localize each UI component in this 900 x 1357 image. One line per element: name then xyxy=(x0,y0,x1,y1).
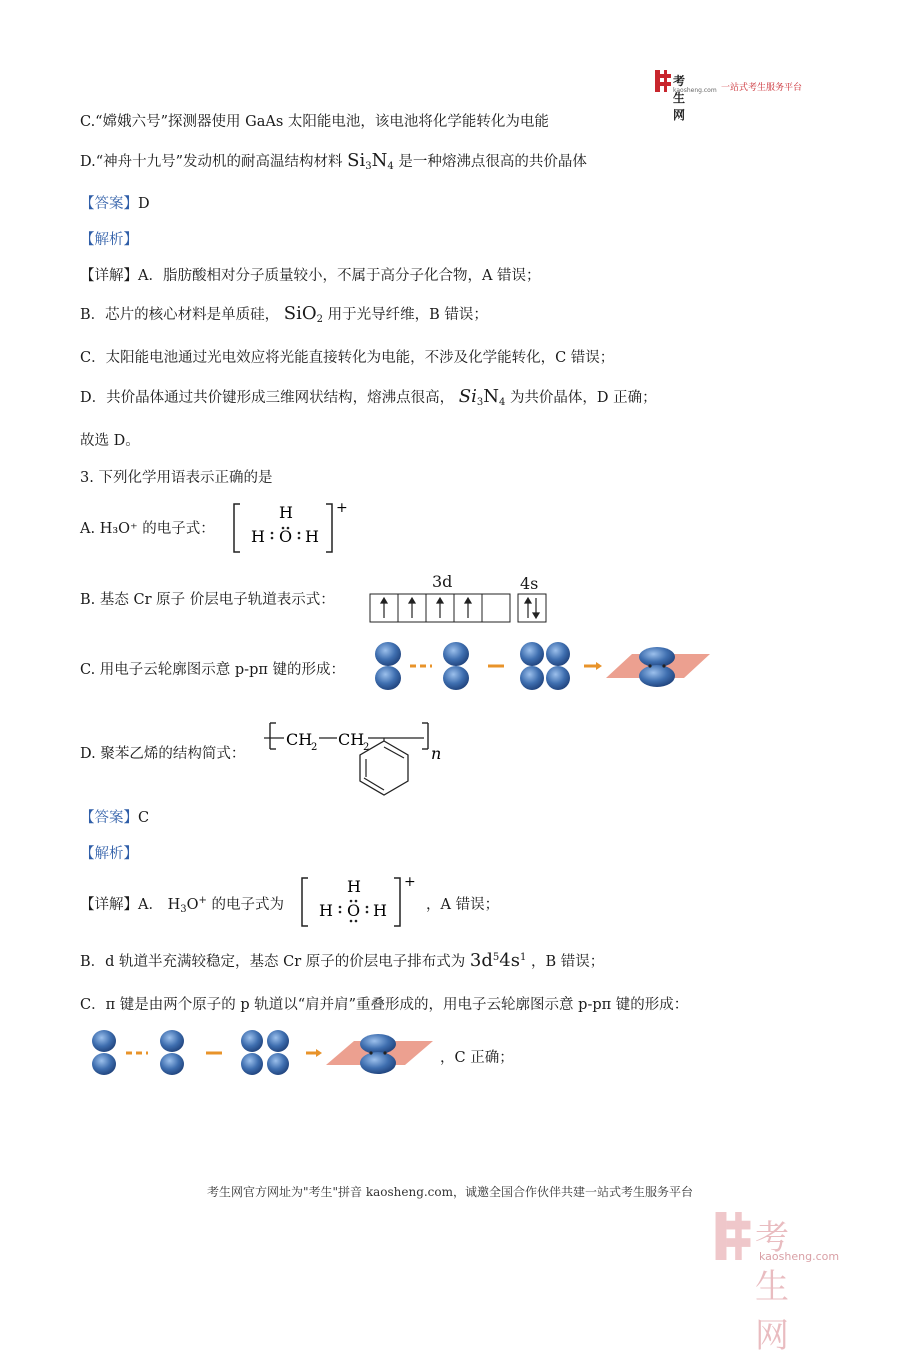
logo-mark-icon xyxy=(655,70,671,92)
logo-url: kaosheng.com xyxy=(673,87,717,94)
detail-b-post: ，B 错误； xyxy=(530,954,605,970)
q2-detail-a xyxy=(80,264,541,285)
label-4s: 4s xyxy=(520,574,539,593)
svg-text:2: 2 xyxy=(363,742,370,753)
q2-detail-d xyxy=(80,386,657,408)
formula-si3n4: $Si_3N_4$ xyxy=(347,150,394,172)
formula-h3o: $H_3O^+$ xyxy=(167,895,207,915)
answer-tag: 【答案】 xyxy=(80,196,138,212)
cr-orbital-diagram xyxy=(368,592,548,624)
q3-detail-a-post: ，A 错误； xyxy=(426,897,500,913)
detail-d-pre: D．共价晶体通过共价键形成三维网状结构，熔沸点很高， xyxy=(80,390,455,406)
p-p-pi-bond-diagram xyxy=(370,640,715,692)
watermark-mark-icon xyxy=(715,1212,751,1260)
q3-detail-c: C．π 键是由两个原子的 p 轨道以“肩并肩”重叠形成的，用电子云轮廓图示意 p-pπ 键的形成： xyxy=(80,997,689,1013)
analysis-tag: 【解析】 xyxy=(80,846,138,862)
detail-tag: 【详解】 xyxy=(80,897,138,913)
detail-tag: 【详解】 xyxy=(80,268,138,284)
logo-text: 考生网 xyxy=(673,74,686,122)
q3-stem: 3. 下列化学用语表示正确的是 xyxy=(80,470,273,486)
svg-text:H: H xyxy=(251,527,265,546)
h3o-electron-formula xyxy=(228,498,358,558)
watermark-url: kaosheng.com xyxy=(759,1250,840,1263)
watermark-logo xyxy=(715,1212,840,1356)
svg-text:CH: CH xyxy=(338,730,365,749)
svg-text:+: + xyxy=(404,874,416,890)
formula-3d5-4s1: $3d^54s^1$ xyxy=(469,950,527,971)
detail-d-post: 为共价晶体，D 正确； xyxy=(509,390,657,406)
q3-option-c: C. 用电子云轮廓图示意 p-pπ 键的形成： xyxy=(80,662,346,678)
q2-option-d xyxy=(80,150,587,172)
site-logo[interactable] xyxy=(655,70,803,122)
q3-answer xyxy=(80,806,149,827)
q3-detail-b xyxy=(80,950,604,971)
polystyrene-structure xyxy=(262,715,447,800)
svg-text:+: + xyxy=(336,500,348,516)
h3o-electron-formula-detail xyxy=(296,872,426,932)
svg-text:H: H xyxy=(347,877,361,896)
watermark-text: 考生网 xyxy=(755,1218,791,1356)
analysis-tag: 【解析】 xyxy=(80,232,138,248)
label-3d: 3d xyxy=(432,572,453,591)
page-footer: 考生网官方网址为"考生"拼音 kaosheng.com，诚邀全国合作伙伴共建一站式考生服务平台 xyxy=(206,1185,694,1199)
q3-option-a: A. H₃O⁺ 的电子式： xyxy=(80,521,215,537)
svg-text:O: O xyxy=(279,527,293,546)
detail-a-text: A．脂肪酸相对分子质量较小，不属于高分子化合物，A 错误； xyxy=(138,268,541,284)
detail-a-mid: 的电子式为 xyxy=(211,897,285,913)
q2-option-d-post: 是一种熔沸点很高的共价晶体 xyxy=(398,154,587,170)
repeat-n: n xyxy=(431,744,442,763)
logo-slogan: 一站式考生服务平台 xyxy=(721,83,803,93)
q3-option-b: B. 基态 Cr 原子 价层电子轨道表示式： xyxy=(80,592,335,608)
answer-value: C xyxy=(138,810,150,826)
q3-detail-c-post: ，C 正确； xyxy=(440,1050,514,1066)
detail-b-pre: B．d 轨道半充满较稳定，基态 Cr 原子的价层电子排布式为 xyxy=(80,954,466,970)
answer-value: D xyxy=(138,196,150,212)
svg-text:H: H xyxy=(305,527,319,546)
svg-text:CH: CH xyxy=(286,730,313,749)
q2-detail-c: C．太阳能电池通过光电效应将光能直接转化为电能，不涉及化学能转化，C 错误； xyxy=(80,350,615,366)
q2-conclusion: 故选 D。 xyxy=(80,433,140,449)
detail-b-pre: B．芯片的核心材料是单质硅， xyxy=(80,307,280,323)
q2-detail-b xyxy=(80,303,488,325)
p-p-pi-bond-diagram-detail xyxy=(88,1028,438,1078)
answer-tag: 【答案】 xyxy=(80,810,138,826)
svg-text:2: 2 xyxy=(311,742,318,753)
q3-detail-a xyxy=(80,893,284,915)
q2-answer xyxy=(80,192,150,213)
formula-sio2: SiO$_2$ xyxy=(283,303,323,325)
q2-option-c: C.“嫦娥六号”探测器使用 GaAs 太阳能电池，该电池将化学能转化为电能 xyxy=(80,114,549,130)
svg-text:H: H xyxy=(279,503,293,522)
detail-b-post: 用于光导纤维，B 错误； xyxy=(327,307,488,323)
svg-text:H: H xyxy=(373,901,387,920)
svg-text:H: H xyxy=(319,901,333,920)
svg-text:O: O xyxy=(347,901,361,920)
q2-option-d-pre: D.“神舟十九号”发动机的耐高温结构材料 xyxy=(80,154,343,170)
formula-si3n4-italic: $Si_3N_4$ xyxy=(458,386,506,408)
detail-a-pre: A． xyxy=(138,897,163,913)
q3-option-d: D. 聚苯乙烯的结构简式： xyxy=(80,746,246,762)
